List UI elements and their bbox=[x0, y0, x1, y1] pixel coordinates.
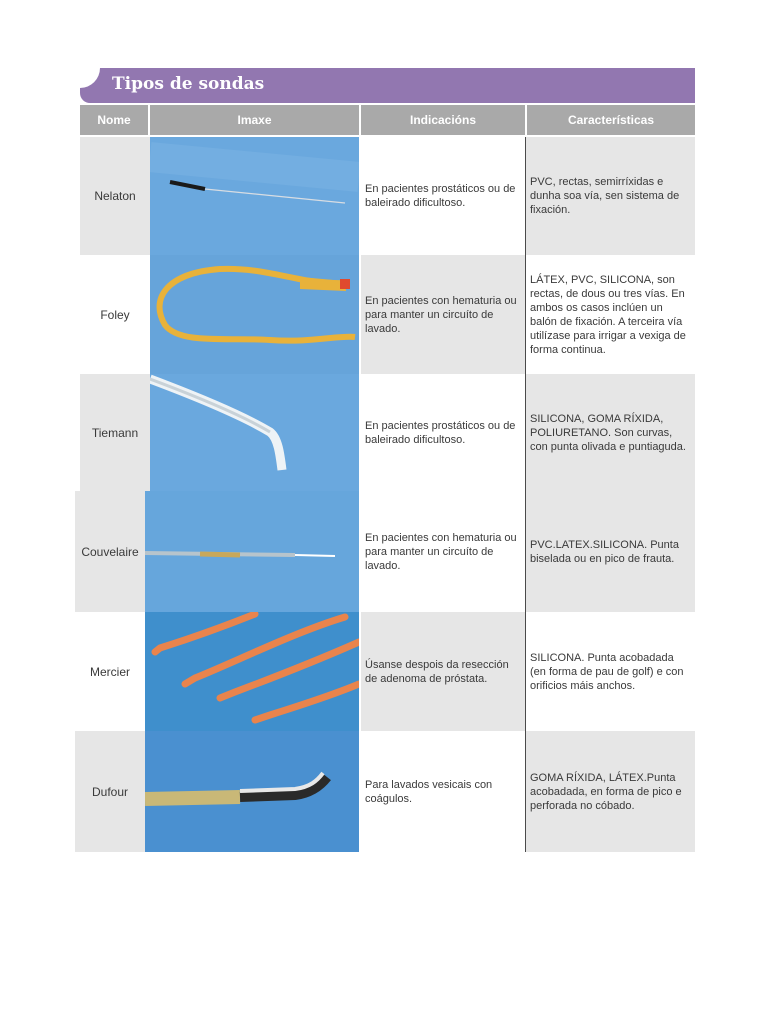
dufour-catheter-photo bbox=[145, 731, 359, 852]
characteristics-text: PVC.LATEX.SILICONA. Punta biselada ou en pico de frauta. bbox=[525, 491, 695, 612]
couvelaire-catheter-photo bbox=[145, 491, 359, 612]
table-row-couvelaire bbox=[0, 491, 768, 612]
row-name: Tiemann bbox=[80, 374, 150, 491]
indication-text: En pacientes prostáticos ou de baleirado dificultoso. bbox=[361, 137, 525, 255]
header-indicacions: Indicacións bbox=[361, 105, 525, 135]
tiemann-catheter-photo bbox=[150, 374, 359, 491]
table-row-dufour bbox=[0, 731, 768, 852]
table-row-foley bbox=[0, 255, 768, 374]
characteristics-text: SILICONA, GOMA RÍXIDA, POLIURETANO. Son curvas, con punta olivada e puntiaguda. bbox=[525, 374, 695, 491]
header-caracteristicas: Características bbox=[527, 105, 695, 135]
row-name: Couvelaire bbox=[75, 491, 145, 612]
table-row-nelaton bbox=[0, 137, 768, 255]
characteristics-text: LÁTEX, PVC, SILICONA, son rectas, de dous ou tres vías. En ambos os casos inclúen un balón de fixación. A terceira vía utilízase para irrigar a vexiga de forma continua. bbox=[525, 255, 695, 374]
table-title: Tipos de sondas bbox=[112, 74, 265, 94]
row-name: Nelaton bbox=[80, 137, 150, 255]
indication-text: En pacientes prostáticos ou de baleirado dificultoso. bbox=[361, 374, 525, 491]
table-row-mercier bbox=[0, 612, 768, 731]
row-name: Dufour bbox=[75, 731, 145, 852]
indication-text: Úsanse despois da resección de adenoma de próstata. bbox=[361, 612, 525, 731]
mercier-catheter-photo bbox=[145, 612, 359, 731]
header-nome: Nome bbox=[80, 105, 148, 135]
characteristics-text: SILICONA. Punta acobadada (en forma de pau de golf) e con orificios máis anchos. bbox=[525, 612, 695, 731]
characteristics-text: GOMA RÍXIDA, LÁTEX.Punta acobadada, en forma de pico e perforada no cóbado. bbox=[525, 731, 695, 852]
indication-text: Para lavados vesicais con coágulos. bbox=[361, 731, 525, 852]
table-row-tiemann bbox=[0, 374, 768, 491]
header-imaxe: Imaxe bbox=[150, 105, 359, 135]
table-title-bar bbox=[80, 68, 695, 103]
foley-catheter-photo bbox=[150, 255, 359, 374]
indication-text: En pacientes con hematuria ou para manter un circuíto de lavado. bbox=[361, 255, 525, 374]
row-name: Mercier bbox=[75, 612, 145, 731]
nelaton-catheter-photo bbox=[150, 137, 359, 255]
row-name: Foley bbox=[80, 255, 150, 374]
characteristics-text: PVC, rectas, semirríxidas e dunha soa vía, sen sistema de fixación. bbox=[525, 137, 695, 255]
indication-text: En pacientes con hematuria ou para manter un circuíto de lavado. bbox=[361, 491, 525, 612]
